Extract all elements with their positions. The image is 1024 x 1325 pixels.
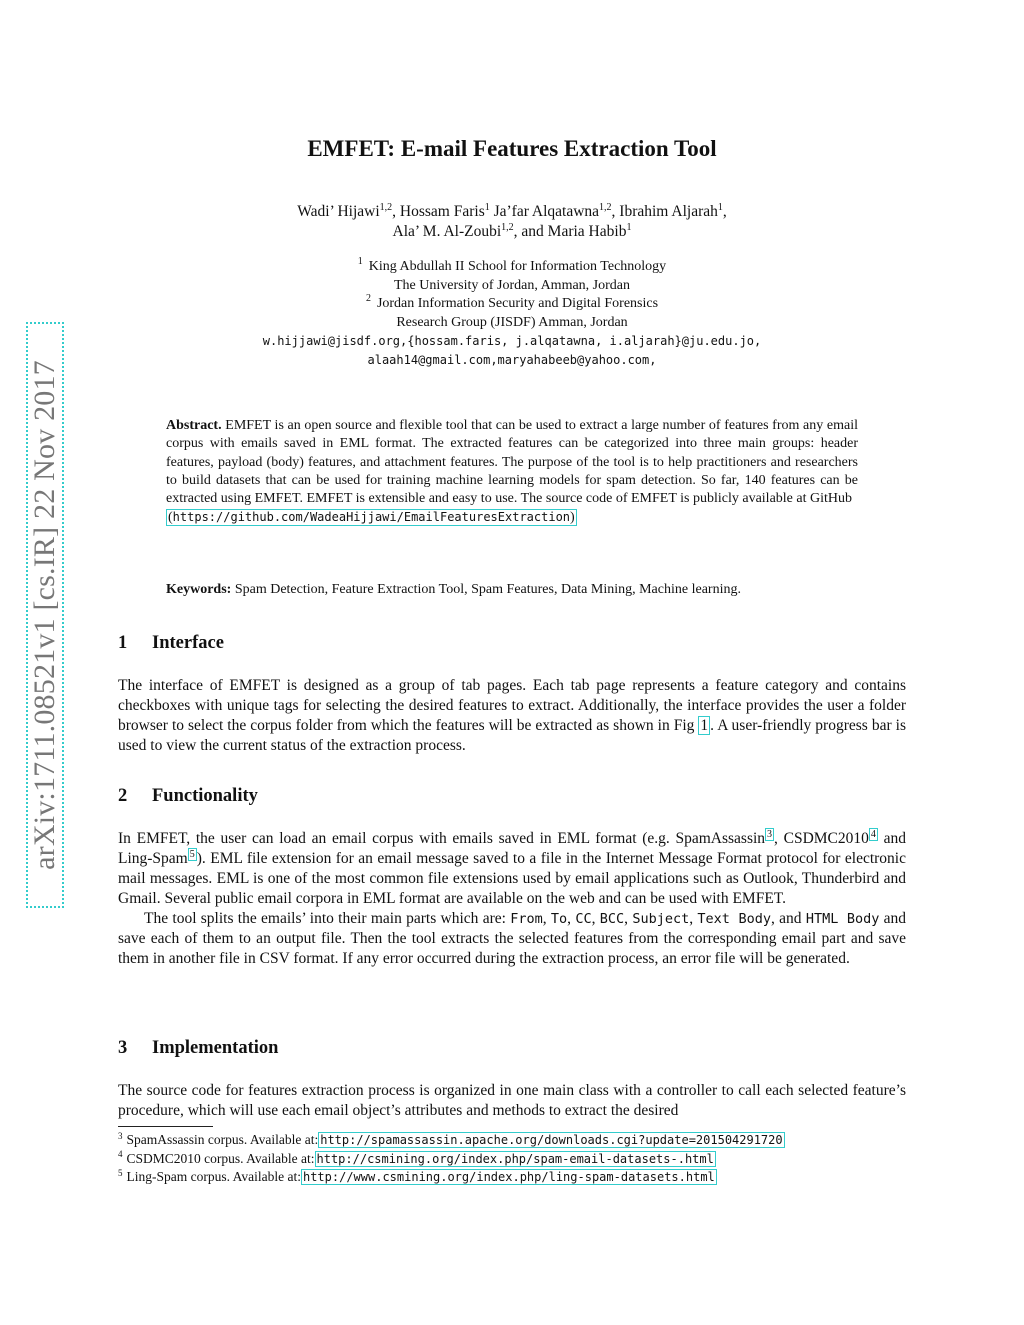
footnote-4 bbox=[118, 1150, 918, 1169]
paragraph-text: and save each of them to an output file. Then the tool extracts the selected features from the corresponding email part and save them in another file in CSV format. If any error occurred during the extraction process, an error file will be generated. bbox=[118, 910, 907, 967]
separator: , bbox=[567, 910, 576, 927]
affiliation-mark: 2 bbox=[365, 293, 371, 305]
footnote-link-3[interactable]: 3 bbox=[767, 828, 773, 840]
separator: , bbox=[624, 910, 633, 927]
github-link[interactable]: https://github.com/WadeaHijjawi/EmailFeaturesExtraction bbox=[172, 510, 571, 525]
arxiv-identifier-text: arXiv:1711.08521v1 [cs.IR] 22 Nov 2017 bbox=[28, 360, 62, 870]
footnote-text: CSDMC2010 corpus. Available at: bbox=[126, 1150, 315, 1166]
section-title: Implementation bbox=[152, 1038, 279, 1058]
section-functionality-body bbox=[118, 829, 906, 969]
section-implementation-body bbox=[118, 1081, 906, 1121]
paragraph-text: The interface of EMFET is designed as a group of tab pages. Each tab page represents a feature category and contains checkboxes with unique tags for selecting the desired features to extract. Additionally, the interface provides the user a folder browser to select the corpus folder from which the features will be extracted as shown in Fig bbox=[118, 677, 906, 734]
paragraph: The source code for features extraction process is organized in one main class with a controller to call each selected feature’s procedure, which will use each email object’s attributes and methods to extract the desired bbox=[118, 1082, 906, 1119]
author-line-2 bbox=[0, 222, 1024, 242]
footnote-link[interactable]: http://www.csmining.org/index.php/ling-spam-datasets.html bbox=[302, 1170, 715, 1184]
paper-title: EMFET: E-mail Features Extraction Tool bbox=[307, 136, 717, 161]
footnote-divider bbox=[118, 1126, 213, 1127]
separator: , bbox=[542, 910, 551, 927]
affiliation-mark: 1 bbox=[357, 256, 363, 268]
author-list bbox=[0, 202, 1024, 242]
section-number: 1 bbox=[118, 633, 128, 653]
code-text-body: Text Body bbox=[697, 911, 771, 927]
author-name: , and Maria Habib bbox=[513, 223, 627, 240]
affiliation-line: The University of Jordan, Amman, Jordan bbox=[393, 277, 630, 293]
author-name: , Ibrahim Aljarah bbox=[611, 203, 718, 220]
paragraph-text: The tool splits the emails’ into their main parts which are: bbox=[144, 910, 511, 927]
author-affiliation-mark: 1,2 bbox=[379, 201, 393, 213]
github-link-box[interactable] bbox=[166, 509, 577, 526]
footnote-link-4[interactable]: 4 bbox=[870, 828, 876, 840]
footnote-text: SpamAssassin corpus. Available at: bbox=[126, 1132, 319, 1147]
author-name: Ja’far Alqatawna bbox=[489, 203, 600, 220]
abstract-label: Abstract. bbox=[166, 418, 222, 433]
paragraph bbox=[118, 676, 906, 756]
footnote-text: Ling-Spam corpus. Available at: bbox=[126, 1169, 301, 1184]
section-title: Interface bbox=[152, 633, 224, 653]
author-affiliation-mark: 1 bbox=[626, 221, 632, 233]
link-paren-close: ) bbox=[570, 510, 575, 526]
section-interface-body bbox=[118, 676, 906, 756]
code-html-body: HTML Body bbox=[805, 911, 880, 927]
abstract-text: EMFET is an open source and flexible tool that can be used to extract a large number of features from any email corpus with emails saved in EML format. The extracted features can be categorized into three main groups: header features, payload (body) features, and attachment features. The purpose of the tool is to help practitioners and researchers to build datasets that can be used for training machine learning models for spam detection. So far, 140 features can be extracted using EMFET. EMFET is extensible and easy to use. The source code of EMFET is publicly available at GitHub bbox=[166, 418, 858, 507]
figure-reference-link[interactable]: 1 bbox=[700, 717, 709, 734]
footnote-5 bbox=[118, 1168, 918, 1187]
author-separator: , bbox=[722, 203, 727, 220]
paragraph bbox=[118, 829, 906, 909]
code-to: To bbox=[550, 911, 568, 927]
code-cc: CC bbox=[575, 911, 592, 927]
separator: , bbox=[591, 910, 600, 927]
author-name: Wadi’ Hijawi bbox=[297, 203, 380, 220]
affiliation-text: King Abdullah II School for Information Technology bbox=[368, 259, 667, 274]
affiliation-line: Research Group (JISDF) Amman, Jordan bbox=[396, 314, 628, 330]
footnote-3 bbox=[118, 1131, 918, 1150]
code-bcc: BCC bbox=[599, 911, 625, 927]
paragraph-text: , CSDMC2010 bbox=[774, 830, 869, 847]
keywords-label: Keywords: bbox=[166, 582, 232, 597]
author-name: Ala’ M. Al-Zoubi bbox=[392, 223, 502, 240]
author-emails: w.hijjawi@jisdf.org,{hossam.faris, j.alqatawna, i.aljarah}@ju.edu.jo, bbox=[262, 334, 762, 348]
arxiv-identifier-stamp[interactable] bbox=[26, 322, 64, 908]
section-title: Functionality bbox=[152, 786, 258, 806]
author-affiliation-mark: 1,2 bbox=[501, 221, 514, 233]
paragraph-text: ). EML file extension for an email message saved to a file in the Internet Message Format protocol for electronic mail messages. EML is one of the most common file extensions used by email applications such as Outlook, Thunderbird and Gmail. Several public email corpora in EML format are available on the web and can be used with EMFET. bbox=[118, 850, 906, 907]
section-number: 2 bbox=[118, 786, 128, 806]
paragraph-text: and Ling-Spam bbox=[118, 830, 906, 867]
author-affiliation-mark: 1 bbox=[717, 201, 723, 213]
footnote-link[interactable]: http://csmining.org/index.php/spam-email-datasets-.html bbox=[316, 1151, 714, 1166]
affiliation-line bbox=[0, 295, 1024, 314]
section-heading-interface bbox=[118, 633, 224, 654]
section-number: 3 bbox=[118, 1038, 128, 1058]
separator: , bbox=[689, 910, 698, 927]
section-heading-implementation bbox=[118, 1038, 278, 1059]
affiliation-line bbox=[0, 258, 1024, 277]
paragraph-text: . A user-friendly progress bar is used to view the current status of the extraction process. bbox=[118, 717, 906, 754]
footnote-number: 5 bbox=[118, 1167, 123, 1178]
footnote-number: 4 bbox=[118, 1149, 123, 1159]
footnotes bbox=[118, 1131, 918, 1187]
footnote-link-5[interactable]: 5 bbox=[189, 848, 195, 860]
author-affiliation-mark: 1 bbox=[484, 201, 490, 213]
affiliation-text: Jordan Information Security and Digital Forensics bbox=[376, 296, 659, 311]
affiliations bbox=[0, 258, 1024, 369]
link-paren-open: ( bbox=[168, 510, 173, 526]
footnote-link[interactable]: http://spamassassin.apache.org/downloads.cgi?update=201504291720 bbox=[320, 1133, 783, 1147]
abstract bbox=[166, 417, 858, 528]
author-emails: alaah14@gmail.com,maryahabeeb@yahoo.com, bbox=[367, 352, 657, 367]
code-subject: Subject bbox=[632, 911, 690, 927]
keywords-text: Spam Detection, Feature Extraction Tool, Spam Features, Data Mining, Machine learning. bbox=[234, 582, 741, 597]
paragraph bbox=[118, 909, 906, 969]
author-name: , Hossam Faris bbox=[392, 203, 485, 220]
author-line-1 bbox=[0, 202, 1024, 222]
keywords bbox=[166, 581, 866, 599]
section-heading-functionality bbox=[118, 786, 258, 807]
separator: , and bbox=[770, 910, 806, 927]
paragraph-text: In EMFET, the user can load an email corpus with emails saved in EML format (e.g. SpamAssassin bbox=[118, 830, 766, 847]
author-affiliation-mark: 1,2 bbox=[599, 201, 612, 213]
footnote-number: 3 bbox=[118, 1130, 123, 1141]
code-from: From bbox=[510, 911, 543, 927]
